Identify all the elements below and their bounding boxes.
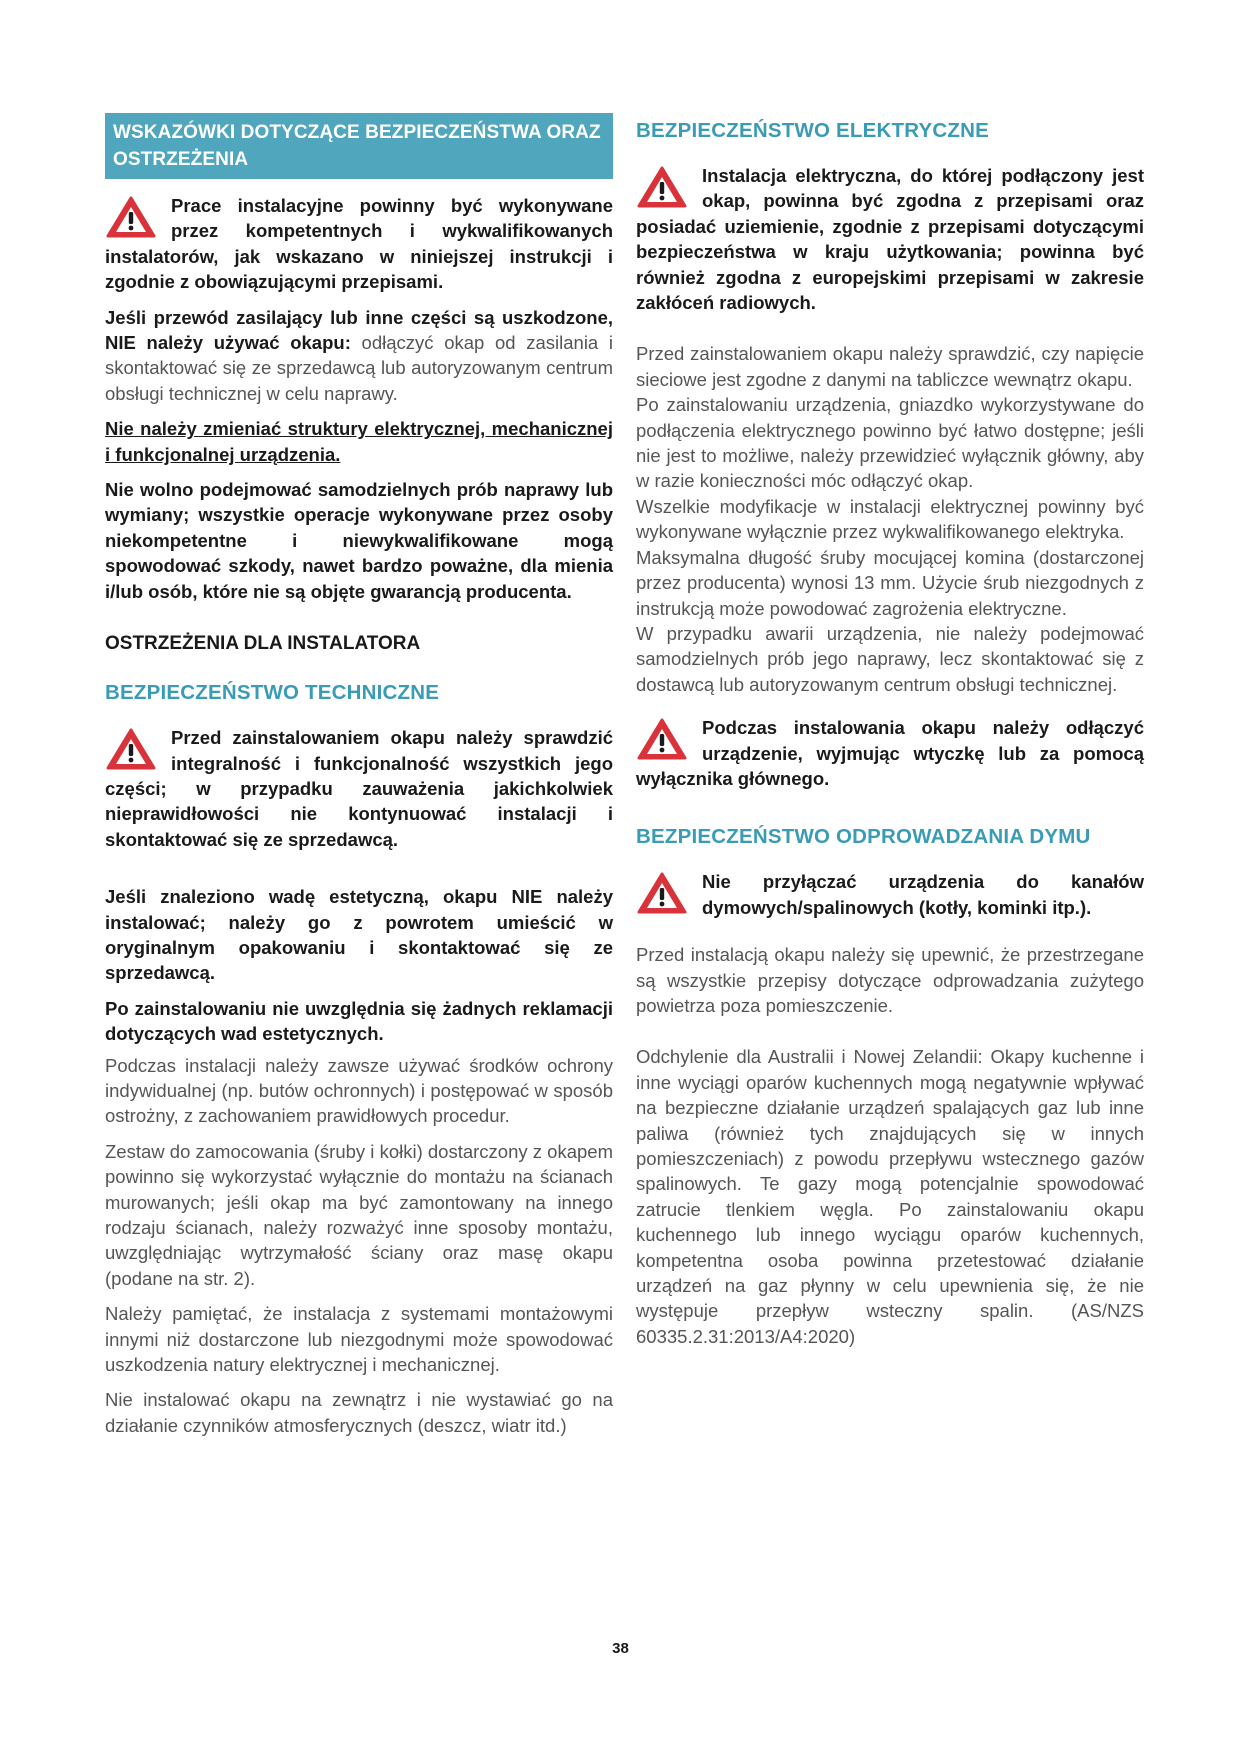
- warning-triangle-icon: [636, 871, 688, 915]
- warning-triangle-icon: [636, 165, 688, 209]
- paragraph-outdoor: Nie instalować okapu na zewnątrz i nie wystawiać go na działanie czynników atmosferycznych (deszcz, wiatr itd.): [105, 1389, 613, 1436]
- paragraph-mounting-kit: Zestaw do zamocowania (śruby i kołki) dostarczony z okapem powinno się wykorzystać wyłącznie do montażu na ścianach murowanych; jeśli okap ma być zamontowany na innego rodzaju ścianach, należy rozważyć inne sposoby montażu, uwzględniając wytrzymałość ściany oraz masę okapu (podane na str. 2).: [105, 1140, 613, 1289]
- heading-electrical-safety: BEZPIECZEŃSTWO ELEKTRYCZNE: [636, 119, 989, 142]
- warning-text: Prace instalacyjne powinny być wykonywane przez kompetentnych i wykwalifikowanych instalatorów, jak wskazano w niniejszej instrukcji i zgodnie z obowiązującymi przepisami.: [105, 195, 613, 293]
- warning-triangle-icon: [636, 717, 688, 761]
- warning-block-disconnect: [636, 715, 1144, 791]
- paragraph-damaged-cable: [105, 305, 613, 407]
- paragraph-no-modification: Nie należy zmieniać struktury elektrycznej, mechanicznej i funkcjonalnej urządzenia.: [105, 418, 613, 465]
- warning-text: Przed zainstalowaniem okapu należy sprawdzić integralność i funkcjonalność wszystkich jego części; w przypadku zauważenia jakichkolwiek nieprawidłowości nie kontynuować instalacji i skontaktować się ze sprzedawcą.: [105, 727, 613, 850]
- paragraph-australia-nz: Odchylenie dla Australii i Nowej Zelandii: Okapy kuchenne i inne wyciągi oparów kuchennych mogą negatywnie wpływać na bezpieczne działanie urządzeń spalających gaz lub inne paliwa (również tych znajdujących się w innych pomieszczeniach) z powodu przepływu wstecznego gazów spalinowych. Te gazy mogą potencjalnie spowodować zatrucie tlenkiem węgla. Po zainstalowaniu okapu kuchennego lub innego wyciągu oparów kuchennych, kompetentna osoba powinna przetestować działanie urządzeń na gaz płynny w celu upewnienia się, że nie występuje przepływ wsteczny spalin. (AS/NZS 60335.2.31:2013/A4:2020): [636, 1046, 1144, 1347]
- heading-technical-safety: BEZPIECZEŃSTWO TECHNICZNE: [105, 681, 440, 705]
- paragraph-exhaust-rules: Przed instalacją okapu należy się upewnić, że przestrzegane są wszystkie przepisy dotyczące odprowadzania zużytego powietrza poza pomieszczenie.: [636, 944, 1144, 1016]
- warning-text: Nie przyłączać urządzenia do kanałów dymowych/spalinowych (kotły, kominki itp.).: [702, 871, 1144, 918]
- paragraph-socket: Po zainstalowaniu urządzenia, gniazdko wykorzystywane do podłączenia elektrycznego powinno być łatwo dostępne; jeśli nie jest to możliwe, należy przewidzieć wyłącznik główny, aby w razie konieczności móc odłączyć okap.: [636, 394, 1144, 492]
- paragraph-failure: W przypadku awarii urządzenia, nie należy podejmować samodzielnych prób jego naprawy, lecz skontaktować się z dostawcą lub autoryzowanym centrum obsługi technicznej.: [636, 622, 1144, 695]
- heading-installer-warnings: OSTRZEŻENIA DLA INSTALATORA: [105, 633, 421, 655]
- warning-block-flue: [636, 869, 1144, 920]
- warning-block-integrity: [105, 725, 613, 852]
- paragraph-voltage: Przed zainstalowaniem okapu należy sprawdzić, czy napięcie sieciowe jest zgodne z danymi na tabliczce wewnątrz okapu.: [636, 343, 1144, 390]
- paragraph-bold-part: Jeśli przewód zasilający lub inne części są uszkodzone, NIE należy używać okapu:: [105, 306, 613, 354]
- paragraph-other-systems: Należy pamiętać, że instalacja z systemami montażowymi innymi niż dostarczone lub niezgodnymi może spowodować uszkodzenia natury elektrycznej i mechanicznej.: [105, 1303, 613, 1376]
- paragraph-protection: Podczas instalacji należy zawsze używać środków ochrony indywidualnej (np. butów ochronnych) i postępować w sposób ostrożny, z zachowaniem prawidłowych procedur.: [105, 1054, 613, 1127]
- paragraph-no-repair: Nie wolno podejmować samodzielnych prób naprawy lub wymiany; wszystkie operacje wykonywane przez osoby niekompetentne i niewykwalifikowane mogą spowodować szkody, nawet bardzo poważne, dla mienia i/lub osób, które nie są objęte gwarancją producenta.: [105, 479, 613, 602]
- warning-triangle-icon: [105, 195, 157, 239]
- warning-block-installation: [105, 193, 613, 295]
- paragraph-cosmetic-defect: Jeśli znaleziono wadę estetyczną, okapu NIE należy instalować; należy go z powrotem umieścić w oryginalnym opakowaniu i skontaktować się ze sprzedawcą.: [105, 886, 613, 984]
- page-number: 38: [612, 1640, 629, 1657]
- paragraph-no-claims: Po zainstalowaniu nie uwzględnia się żadnych reklamacji dotyczących wad estetycznych.: [105, 997, 613, 1045]
- paragraph-screw-length: Maksymalna długość śruby mocującej komina (dostarczonej przez producenta) wynosi 13 mm. Użycie śrub niezgodnych z instrukcją może powodować zagrożenia elektryczne.: [636, 546, 1144, 619]
- warning-triangle-icon: [105, 727, 157, 771]
- heading-smoke-safety: BEZPIECZEŃSTWO ODPROWADZANIA DYMU: [636, 825, 1091, 849]
- warning-block-electrical: [636, 163, 1144, 315]
- warning-text: Instalacja elektryczna, do której podłączony jest okap, powinna być zgodna z przepisami oraz posiadać uziemienie, zgodnie z przepisami dotyczącymi bezpieczeństwa w kraju użytkowania; powinna być również zgodna z europejskimi przepisami w zakresie zakłóceń radiowych.: [636, 165, 1144, 314]
- warning-text: Podczas instalowania okapu należy odłączyć urządzenie, wyjmując wtyczkę lub za pomocą wyłącznika głównego.: [636, 717, 1144, 789]
- right-column: [636, 113, 1144, 1349]
- paragraph-light-part: odłączyć okap od zasilania i skontaktować się ze sprzedawcą lub autoryzowanym centrum obsługi technicznej w celu naprawy.: [105, 332, 614, 404]
- section-banner: WSKAZÓWKI DOTYCZĄCE BEZPIECZEŃSTWA ORAZ OSTRZEŻENIA: [105, 113, 613, 179]
- left-column: [105, 113, 613, 1438]
- paragraph-modifications: Wszelkie modyfikacje w instalacji elektrycznej powinny być wykonywane wyłącznie przez wykwalifikowanego elektryka.: [636, 495, 1144, 543]
